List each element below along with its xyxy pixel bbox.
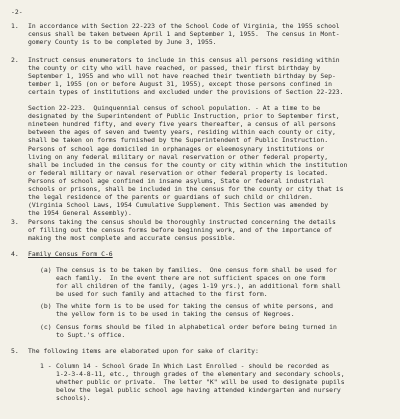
item-number: 1. xyxy=(11,22,19,30)
item-3-line-3: making the most complete and accurate census possible. xyxy=(28,234,236,243)
item-number: 3. xyxy=(11,218,19,226)
item-number: 5. xyxy=(11,347,19,355)
sub-1-line: schools). xyxy=(56,394,91,403)
sub-item-a xyxy=(40,266,341,299)
item-1-line-3: gomery County is to be completed by June 3, 1955. xyxy=(28,38,217,47)
sub-a-line: each family. In the event there are not sufficient spaces on one form xyxy=(56,274,326,283)
item-1-line-2: census shall be taken between April 1 and September 1, 1955. The census in Mont- xyxy=(28,30,340,39)
statute-line: Section 22-223. Quinquennial census of school population. - At a time to be xyxy=(28,104,321,112)
sub-label: (c) xyxy=(40,323,52,331)
statute-line: living on any federal military or naval reservation or other federal property, xyxy=(28,152,329,161)
item-number: 2. xyxy=(11,56,19,64)
item-3-line-2: of filling out the census forms before beginning work, and of the importance of xyxy=(28,226,332,235)
item-3-line-1: Persons taking the census should be thoroughly instructed concerning the details xyxy=(28,218,336,226)
item-2-line-3: September 1, 1955 and who will not have reached their twentieth birthday by Sep- xyxy=(28,72,336,81)
sub-1-line: Column 14 - School Grade In Which Last Enrolled - should be recorded as xyxy=(56,362,330,370)
statute-line: the legal residence of the parents or guardians of such child or children. xyxy=(28,193,313,202)
sub-c-line: Census forms should be filed in alphabetical order before being turned in xyxy=(56,323,337,331)
sub-1-line: whether public or private. The letter "K" will be used to designate pupils xyxy=(56,378,345,387)
statute-line: or federal military or naval reservation or other federal property is located. xyxy=(28,168,329,177)
sub-label: (a) xyxy=(40,266,52,274)
sub-b-line: The white form is to be used for taking the census of white persons, and xyxy=(56,302,334,310)
sub-b-line: the yellow form is to be used in taking the census of Negroes. xyxy=(56,310,295,319)
sub-a-line: be used for such family and attached to the first form. xyxy=(56,290,268,299)
statute-line: (Virginia School Laws, 1954 Cumulative Supplement. This Section was amended by xyxy=(28,201,329,210)
sub-a-line: The census is to be taken by families. One census form shall be used for xyxy=(56,266,337,274)
item-2-line-2: the county or city who will have reached, or passed, their first birthday by xyxy=(28,64,321,73)
statute-line: Persons of school age confined in insane asylums, State or federal industrial xyxy=(28,176,325,185)
sub-a-line: for all children of the family, (ages 1-19 yrs.), an additional form shall xyxy=(56,282,341,291)
statute-line: the 1954 General Assembly). xyxy=(28,209,132,218)
item-number: 4. xyxy=(11,250,19,258)
sub-item-1 xyxy=(40,362,345,403)
statute-line: schools or prisons, shall be included in the census for the county or city that is xyxy=(28,185,344,193)
page-number: -2- xyxy=(11,8,23,16)
statute-line: designated by the Superintendent of Public Instruction, prior to September first, xyxy=(28,112,340,121)
statute-line: Persons of school age domiciled in orphanages or eleemosynary institutions or xyxy=(28,144,325,153)
item-2-line-1: Instruct census enumerators to include in this census all persons residing within xyxy=(28,56,340,64)
item-4-heading: Family Census Form C-6 xyxy=(28,250,113,258)
item-2-line-4: tember 1, 1955 (on or before August 31, 1955), except those persons confined in xyxy=(28,80,332,89)
item-2-line-5: certain types of institutions and excluded under the provisions of Section 22-223. xyxy=(28,88,344,97)
sub-label: (b) xyxy=(40,302,52,310)
item-5-heading: The following items are elaborated upon for sake of clarity: xyxy=(28,347,259,355)
item-1-line-1: In accordance with Section 22-223 of the School Code of Virginia, the 1955 school xyxy=(28,22,340,30)
sub-1-line: below the legal public school age having attended kindergarten and nursery xyxy=(56,386,341,395)
sub-1-line: 1-2-3-4-8-11, etc., through grades of the elementary and secondary schools, xyxy=(56,370,345,379)
statute-line: between the ages of seven and twenty years, residing within each county or city, xyxy=(28,128,336,137)
statute-line: shall be taken on forms furnished by the Superintendent of Public Instruction. xyxy=(28,136,329,145)
sub-c-line: to Supt.'s office. xyxy=(56,331,126,340)
sub-label: 1 - xyxy=(40,362,52,370)
statute-line: shall be included in the census for the county or city within which the institution xyxy=(28,160,348,169)
statute-line: nineteen hundred fifty, and every five years thereafter, a census of all persons xyxy=(28,120,336,129)
